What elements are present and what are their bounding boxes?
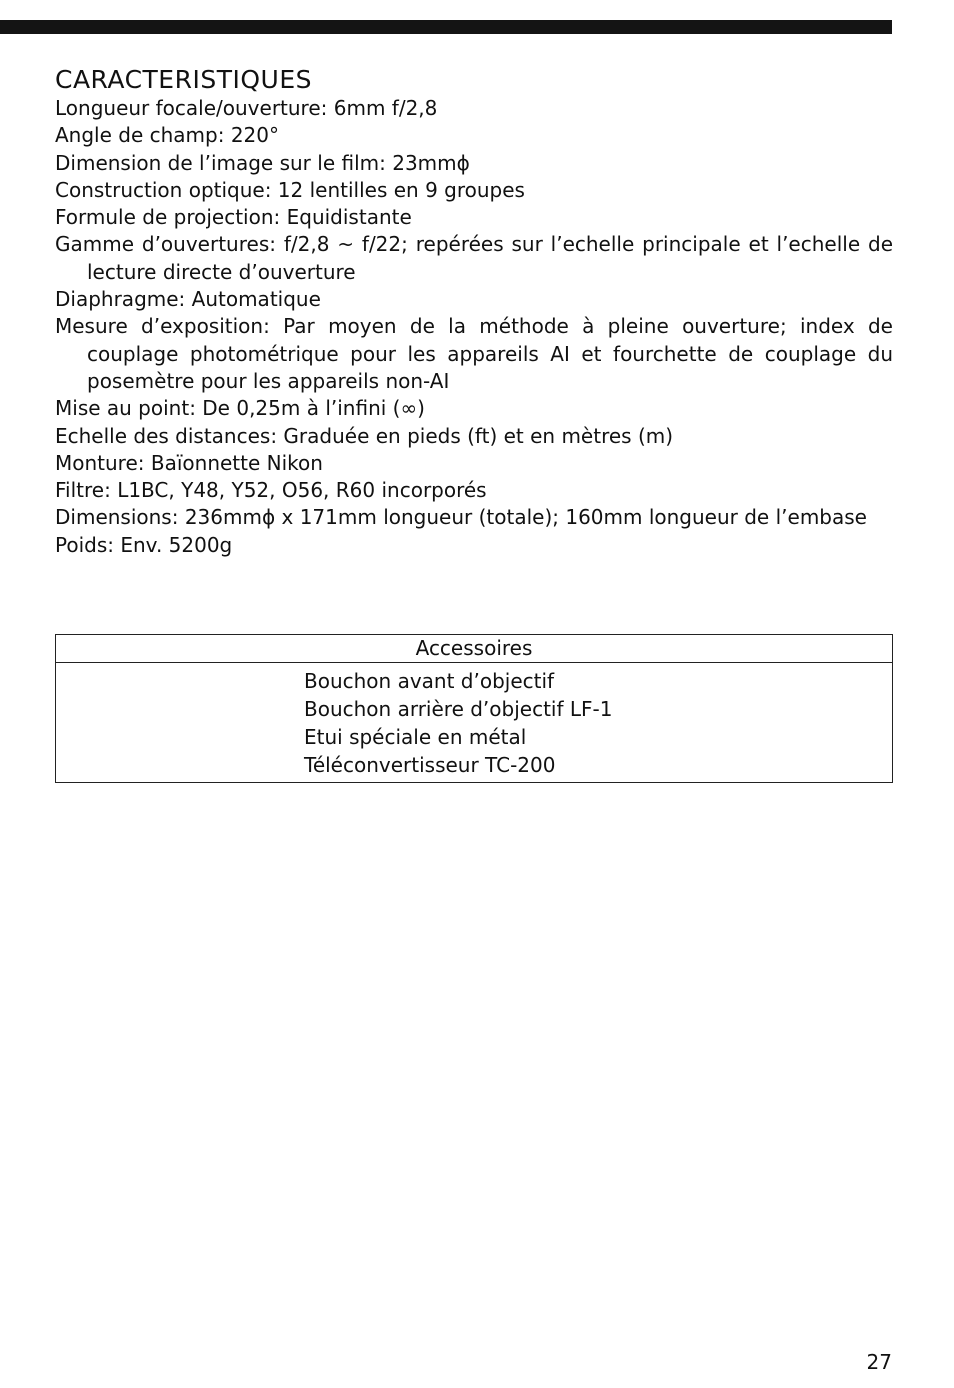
- accessories-table: [55, 634, 893, 783]
- accessory-item: Bouchon avant d’objectif: [304, 669, 555, 693]
- accessories-header: Accessoires: [56, 635, 892, 663]
- spec-mount: Monture: Baïonnette Nikon: [55, 450, 323, 475]
- spec-image-size: Dimension de l’image sur le film: 23mmϕ: [55, 150, 470, 175]
- spec-exposure-measurement: Mesure d’exposition: Par moyen de la méthode à pleine ouverture; index de couplage photométrique pour les appareils AI et fourchette de couplage du posemètre pour les appareils non-AI: [55, 314, 893, 393]
- accessory-item: Bouchon arrière d’objectif LF-1: [304, 697, 613, 721]
- spec-optical-construction: Construction optique: 12 lentilles en 9 groupes: [55, 177, 525, 202]
- spec-angle-of-view: Angle de champ: 220°: [55, 123, 280, 148]
- section-heading: CARACTERISTIQUES: [55, 65, 312, 94]
- accessory-item: Etui spéciale en métal: [304, 725, 527, 749]
- spec-distance-scale: Echelle des distances: Graduée en pieds (ft) et en mètres (m): [55, 423, 674, 448]
- spec-weight: Poids: Env. 5200g: [55, 532, 233, 557]
- specifications-section: [55, 66, 893, 559]
- spec-aperture-range: Gamme d’ouvertures: f/2,8 ~ f/22; repérées sur l’echelle principale et l’echelle de lecture directe d’ouverture: [55, 232, 893, 284]
- spec-dimensions: Dimensions: 236mmϕ x 171mm longueur (totale); 160mm longueur de l’embase: [55, 505, 867, 530]
- accessory-item: Téléconvertisseur TC-200: [304, 753, 556, 777]
- page-number: 27: [866, 1350, 892, 1374]
- spec-focusing: Mise au point: De 0,25m à l’infini (∞): [55, 396, 425, 421]
- spec-filter: Filtre: L1BC, Y48, Y52, O56, R60 incorporés: [55, 478, 487, 503]
- accessories-list: [56, 663, 892, 782]
- top-rule: [0, 20, 892, 34]
- spec-diaphragm: Diaphragme: Automatique: [55, 287, 321, 312]
- spec-projection-formula: Formule de projection: Equidistante: [55, 205, 412, 230]
- spec-list: [55, 95, 893, 559]
- spec-focal-length: Longueur focale/ouverture: 6mm f/2,8: [55, 96, 438, 120]
